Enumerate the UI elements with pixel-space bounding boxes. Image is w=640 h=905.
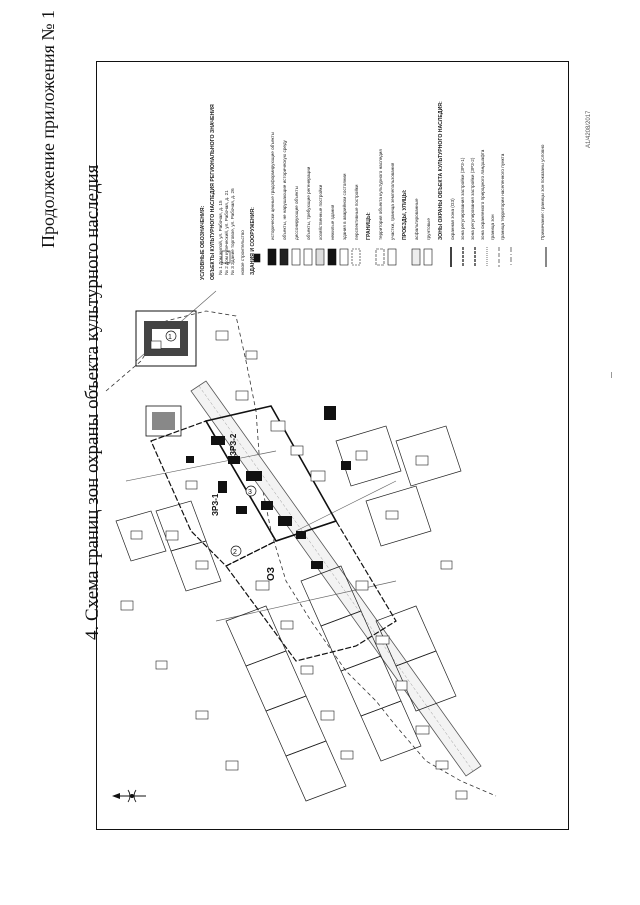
- legend-section-objects: ОБЪЕКТЫ КУЛЬТУРНОГО НАСЛЕДИЯ РЕГИОНАЛЬНОГО ЗНАЧЕНИЯ: [210, 104, 216, 280]
- legend-section-boundaries: ГРАНИЦЫ:: [366, 212, 372, 240]
- legend-s2: грунтовые: [426, 218, 431, 240]
- object-marker-2: 2: [233, 549, 237, 556]
- legend-section-buildings: ЗДАНИЯ И СООРУЖЕНИЯ:: [250, 207, 256, 275]
- legend-s1: асфальтированные: [414, 198, 419, 240]
- legend-b1: исторически ценные градоформирующие объекты: [270, 131, 275, 240]
- side-street: [296, 481, 396, 531]
- appendix-title: Продолжение приложения № 1: [38, 9, 58, 248]
- legend-new-construction: новое строительство: [240, 230, 245, 275]
- zone-label-zrz-1: ЗРЗ-1: [211, 493, 220, 516]
- street-axis: [199, 386, 473, 771]
- legend-z1: охранная зона (ОЗ): [450, 198, 455, 240]
- legend-swatch-s2: [424, 249, 432, 265]
- legend-title: УСЛОВНЫЕ ОБОЗНАЧЕНИЯ:: [200, 205, 206, 280]
- legend-z3: зона регулирования застройки (ЗРЗ-2): [470, 157, 475, 240]
- object-marker-3: 3: [248, 489, 252, 496]
- north-arrow-icon: [112, 790, 146, 802]
- legend-b5: хозяйственные постройки: [318, 184, 323, 240]
- object-1-complex: [136, 311, 196, 366]
- legend-swatch-g2: [388, 249, 396, 265]
- legend-section-streets: ПРОЕЗДЫ, УЛИЦЫ:: [402, 189, 408, 240]
- sheet-code: А1/4208/2017: [586, 110, 592, 148]
- legend-z6: граница территории населенного пункта: [500, 153, 505, 240]
- legend-z2: зона регулирования застройки (ЗРЗ-1): [460, 157, 465, 240]
- legend-footnote: Примечание: границы зон показаны условно: [540, 144, 545, 240]
- legend-object-3: № 3 Здание торговое, ул. Рабочая, д. 26: [230, 188, 235, 275]
- scheme-title: 4. Схема границ зон охраны объекта культурного наследия: [82, 164, 103, 640]
- legend-swatch-b3: [292, 249, 300, 265]
- legend-b3: диссонирующие объекты: [294, 186, 299, 240]
- legend-swatch-b6: [328, 249, 336, 265]
- scan-mark: [611, 372, 612, 378]
- legend-swatch-b5: [316, 249, 324, 265]
- zone-label-oz: ОЗ: [266, 566, 277, 581]
- legend-swatch-b1: [268, 249, 276, 265]
- legend-swatches: [96, 61, 569, 291]
- legend-swatch-b2: [280, 249, 288, 265]
- legend-swatch-b7: [340, 249, 348, 265]
- legend-swatch-g1: [376, 249, 384, 265]
- legend-swatch-s1: [412, 249, 420, 265]
- object-marker-1: 1: [168, 334, 172, 341]
- legend-b8: перспективные постройки: [354, 184, 359, 240]
- legend-z4: зона охраняемого природного ландшафта: [480, 149, 485, 240]
- buildings-ordinary: [121, 331, 467, 799]
- legend-z5: граница зон: [490, 214, 495, 240]
- zone-label-zrz-2: ЗРЗ-2: [229, 433, 238, 456]
- legend-b7: здания в аварийном состоянии: [342, 173, 347, 240]
- legend-object-2: № 2 Дом купеческий, ул. Рабочая, д. 21: [224, 190, 229, 275]
- legend-object-1: № 1 Дом жилой, ул. Рабочая, д. 15: [218, 200, 223, 275]
- land-plots: [116, 426, 461, 801]
- legend-b4: объекты, требующие регенерации: [306, 166, 311, 240]
- legend-b6: нежилые здания: [330, 204, 335, 240]
- legend-section-zones: ЗОНЫ ОХРАНЫ ОБЪЕКТА КУЛЬТУРНОГО НАСЛЕДИЯ:: [438, 101, 444, 240]
- legend-g2: участки, граница землепользования: [390, 162, 395, 240]
- legend-swatch-b8: [352, 249, 360, 265]
- legend-g1: территория объекта культурного наследия: [378, 149, 383, 240]
- legend-swatch-b4: [304, 249, 312, 265]
- legend-b2: объекты, не нарушающие историческую среду: [282, 140, 287, 240]
